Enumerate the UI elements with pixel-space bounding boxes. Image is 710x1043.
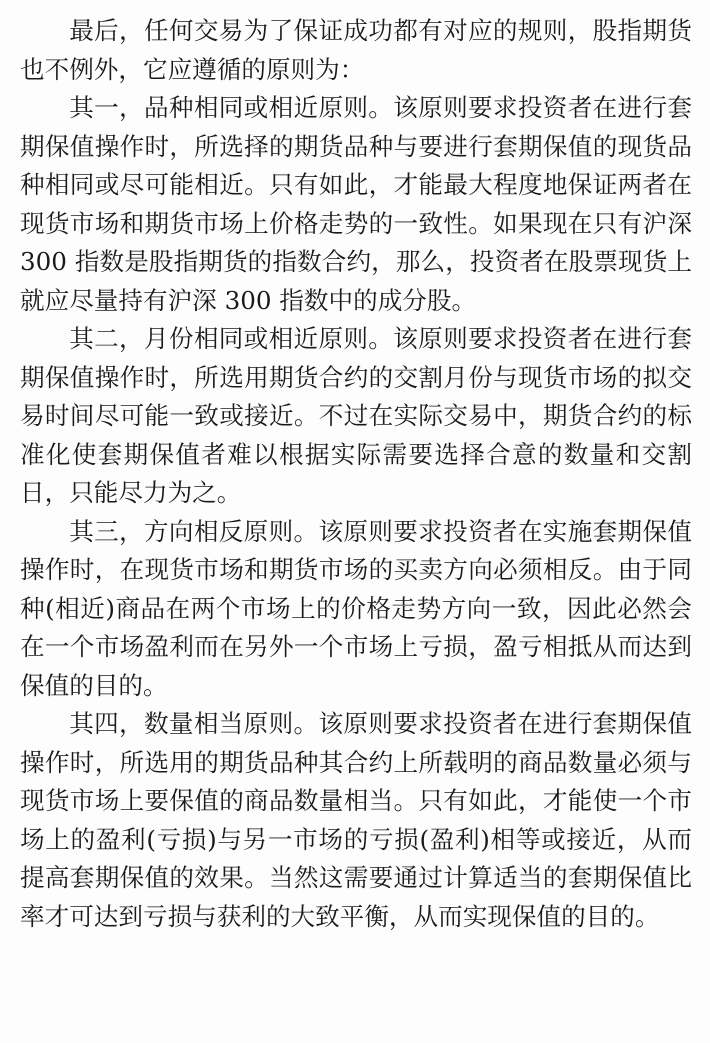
paragraph-principle-1: 其一，品种相同或相近原则。该原则要求投资者在进行套期保值操作时，所选择的期货品种与要进行套期保值的现货品种相同或尽可能相近。只有如此，才能最大程度地保证两者在现货市场和期货市场上价格走势的一致性。如果现在只有沪深 300 指数是股指期货的指数合约，那么，投资者在股票现货上就应尽量持有沪深 300 指数中的成分股。	[20, 93, 692, 315]
paragraph-principle-3: 其三，方向相反原则。该原则要求投资者在实施套期保值操作时，在现货市场和期货市场的买卖方向必须相反。由于同种(相近)商品在两个市场上的价格走势方向一致，因此必然会在一个市场盈利而在另外一个市场上亏损，盈亏相抵从而达到保值的目的。	[20, 516, 692, 700]
paragraph-principle-2: 其二，月份相同或相近原则。该原则要求投资者在进行套期保值操作时，所选用期货合约的交割月份与现货市场的拟交易时间尽可能一致或接近。不过在实际交易中，期货合约的标准化使套期保值者难以根据实际需要选择合意的数量和交割日，只能尽力为之。	[20, 324, 692, 507]
text-body	[20, 12, 692, 936]
paragraph-principle-4: 其四，数量相当原则。该原则要求投资者在进行套期保值操作时，所选用的期货品种其合约上所载明的商品数量必须与现货市场上要保值的商品数量相当。只有如此，才能使一个市场上的盈利(亏损)与另一市场的亏损(盈利)相等或接近，从而提高套期保值的效果。当然这需要通过计算适当的套期保值比率才可达到亏损与获利的大致平衡，从而实现保值的目的。	[20, 709, 692, 931]
paragraph-intro: 最后，任何交易为了保证成功都有对应的规则，股指期货也不例外，它应遵循的原则为：	[20, 16, 692, 84]
